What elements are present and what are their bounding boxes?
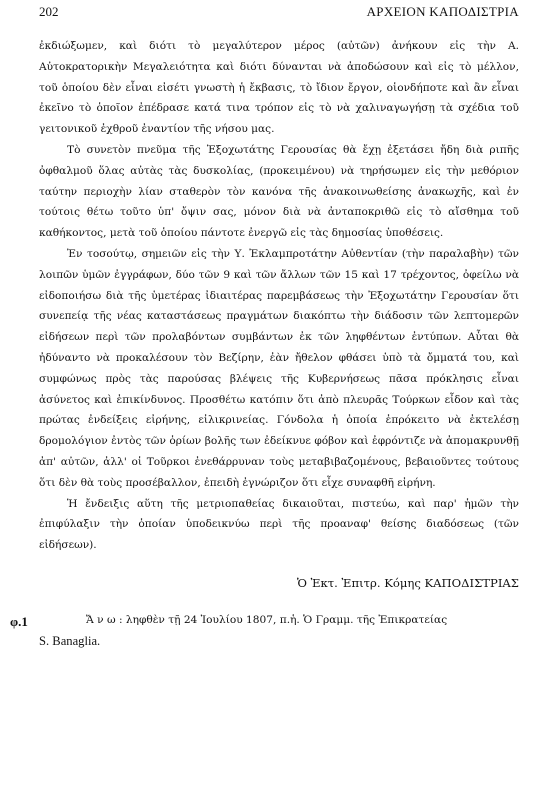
page-header [39, 4, 519, 22]
receipt-note-text: Ἄ ν ω : ληφθὲν τῇ 24 Ἰουλίου 1807, π.ἡ. Ὁ Γραμμ. τῆς Ἐπικρατείας [86, 614, 448, 626]
paragraph-4: Ἡ ἔνδειξις αὕτη τῆς μετριοπαθείας δικαιοῦται, πιστεύω, καὶ παρ' ἡμῶν τὴν ἐπιφύλαξιν τὴν ὁποίαν ὑποδεικνύω περὶ τῆς προαναφ' θείσης διαδόσεως (τῶν εἰδήσεων). [39, 497, 519, 552]
folio-reference: φ.1 [10, 614, 28, 629]
signature: Ὁ Ἐκτ. Ἐπιτρ. Κόμης ΚΑΠΟΔΙΣΤΡΙΑΣ [296, 576, 519, 590]
running-title: ΑΡΧΕΙΟΝ ΚΑΠΟΔΙΣΤΡΙΑ [366, 4, 519, 19]
paragraph-1: ἐκδιώξωμεν, καὶ διότι τὸ μεγαλύτερον μέρος (αὐτῶν) ἀνήκουν εἰς τὴν Α. Αὐτοκρατορικὴν Μεγαλειότητα καὶ διότι δύνανται νὰ ἀποδώσουν καὶ εἰς τὸ μέλλον, τοῦ ὁποίου δὲν εἶναι εἰσέτι γνωστὴ ἡ ἔκβασις, τὸ ἴδιον ἔργον, οἱονδήποτε καὶ ἂν εἶναι ἐκεῖνο τὸ ὁποῖον ἐπέδρασε κατά τινα τρόπον εἰς τὸ νὰ χαλιναγωγήσῃ τὰ σχέδια τοῦ γειτονικοῦ ἐχθροῦ ἐναντίον τῆς νήσου μας. [39, 40, 519, 136]
paragraph-3: Ἐν τοσούτῳ, σημειῶν εἰς τὴν Υ. Ἐκλαμπροτάτην Αὐθεντίαν (τὴν παραλαβὴν) τῶν λοιπῶν ὑμῶν ἐγγράφων, δύο τῶν 9 καὶ τῶν ἄλλων τῶν 15 καὶ 17 τρέχοντος, ὀφείλω νὰ εἰδοποιήσω διὰ τῆς ὑμετέρας ἰδιαιτέρας παρεμβάσεως τὴν Ἐξοχωτάτην Γερουσίαν ὅτι συνεπείᾳ τῆς νέας καταστάσεως πραγμάτων διακόπτω τὴν διάδοσιν τῶν λεπτομερῶν εἰδήσεων περὶ τῶν προλαβόντων συμβάντων ἐκ τῶν ληφθέντων ἐντύπων. Αὗται θὰ ἠδύναντο νὰ προκαλέσουν τὸν Βεζίρην, ἐὰν ἤθελον φθάσει ὑπὸ τὰ ὄμματά του, καὶ συμφώνως πρὸς τὰς παρούσας βλέψεις τῆς Κυβερνήσεως πᾶσα πρόκλησις εἶναι ἀσύνετος καὶ ἐπικίνδυνος. Προσθέτω κατόπιν ὅτι ἀπὸ πλευρᾶς Τούρκων εἶδον καὶ τὰς πρώτας ἐνδείξεις εἰρήνης, εἰλικρινείας. Γόνδολα ἡ ὁποία ἐπρόκειτο νὰ ἐκτελέσῃ δρομολόγιον ἐντὸς τῶν ὁρίων βολῆς των ἐδείκνυε φόβον καὶ ἐφρόντιζε νὰ ἀπομακρυνθῇ ἀπ' αὐτῶν, ἀλλ' οἱ Τοῦρκοι ἐνεθάρρυναν τοὺς μεταβιβαζομένους, βεβαιοῦντες τούτους ὅτι δὲν θὰ τοὺς προσέβαλλον, ἐπειδὴ ἐγνώριζον ὅτι εἶχε συναφθῆ εἰρήνη. [39, 247, 519, 489]
paragraph-2: Τὸ συνετὸν πνεῦμα τῆς Ἐξοχωτάτης Γερουσίας θὰ ἔχῃ ἐξετάσει ἤδη διὰ ριπῆς ὀφθαλμοῦ ὅλας αὐτὰς τὰς δυσκολίας, (προκειμένου) νὰ τηρήσωμεν εἰς τὴν μεθόριον ταύτην περιοχὴν λίαν σταθερὸν τὸν κανόνα τῆς ἀνακοινωθείσης ἀνακωχῆς, καὶ ἐν τούτοις θέτω τοῦτο ὑπ' ὄψιν σας, μόνον διὰ νὰ ἀνταποκριθῶ εἰς τὸ αἴσθημα τοῦ καθήκοντος, μετὰ τοῦ ὁποίου πάντοτε ἐνεργῶ εἰς τὰς δημοσίας ὑποθέσεις. [39, 143, 519, 240]
letter-body [39, 36, 519, 556]
page-number: 202 [39, 4, 59, 19]
original-name: S. Banaglia. [39, 634, 101, 648]
receipt-note [39, 610, 519, 652]
